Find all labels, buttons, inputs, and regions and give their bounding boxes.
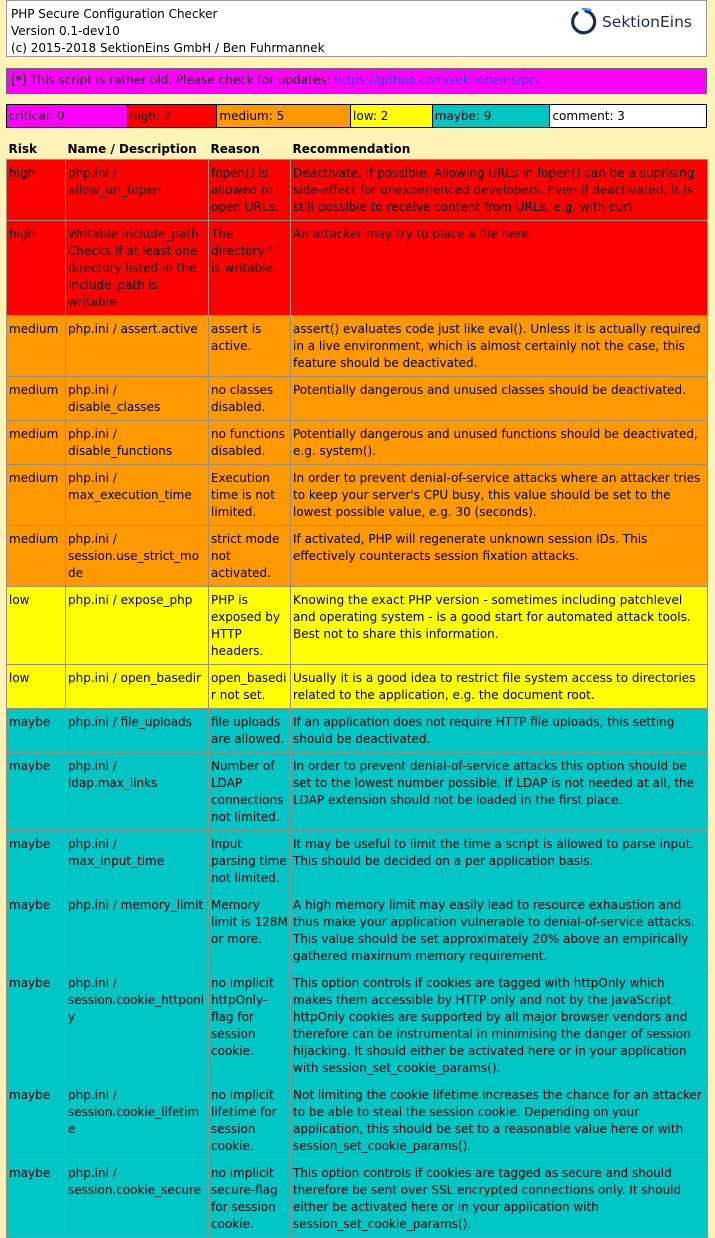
summary-count-2: medium: 5 <box>217 105 351 127</box>
cell-risk: maybe <box>7 1082 66 1160</box>
cell-reason: PHP is exposed by HTTP headers. <box>209 587 291 665</box>
cell-recommendation: If an application does not require HTTP file uploads, this setting should be deactivated. <box>291 709 708 753</box>
cell-name: php.ini / session.cookie_lifetime <box>66 1082 209 1160</box>
cell-name: Writable include_path Checks if at least one directory listed in the include_path is writable <box>66 221 209 316</box>
summary-count-3: low: 2 <box>351 105 433 127</box>
logo-icon <box>568 7 598 37</box>
cell-reason: open_basedir not set. <box>209 665 291 709</box>
summary-count-0: critical: 0 <box>7 105 128 127</box>
cell-risk: maybe <box>7 970 66 1082</box>
cell-reason: file uploads are allowed. <box>209 709 291 753</box>
cell-reason: no implicit httpOnly-flag for session cookie. <box>209 970 291 1082</box>
table-row <box>7 1160 708 1238</box>
cell-reason: Number of LDAP connections not limited. <box>209 753 291 831</box>
cell-risk: maybe <box>7 709 66 753</box>
cell-risk: medium <box>7 526 66 587</box>
sektioneins-logo[interactable] <box>568 7 692 37</box>
cell-reason: no implicit lifetime for session cookie. <box>209 1082 291 1160</box>
table-row <box>7 160 708 221</box>
cell-name: php.ini / disable_classes <box>66 377 209 421</box>
notice-text: [*] This script is rather old. Please check for updates: <box>11 73 335 87</box>
cell-name: php.ini / disable_functions <box>66 421 209 465</box>
table-row <box>7 421 708 465</box>
cell-recommendation: An attacker may try to place a file here. <box>291 221 708 316</box>
cell-reason: Input parsing time not limited. <box>209 831 291 892</box>
table-row <box>7 1082 708 1160</box>
cell-risk: maybe <box>7 892 66 970</box>
column-header-reason: Reason <box>210 142 260 156</box>
cell-name: php.ini / file_uploads <box>66 709 209 753</box>
cell-reason: no classes disabled. <box>209 377 291 421</box>
cell-recommendation: In order to prevent denial-of-service attacks this option should be set to the lowest number possible. If LDAP is not needed at all, the LDAP extension should not be loaded in the first place. <box>291 753 708 831</box>
summary-count-5: comment: 3 <box>550 105 706 127</box>
table-row <box>7 709 708 753</box>
cell-recommendation: This option controls if cookies are tagged with httpOnly which makes them accessible by HTTP only and not by the JavaScript. httpOnly cookies are supported by all major browser vendors and therefore can be instrumental in minimising the danger of session hijacking. It should either be activated here or in your application with session_set_cookie_params(). <box>291 970 708 1082</box>
logo-text: SektionEins <box>601 12 692 31</box>
cell-reason: fopen() is allowed to open URLs. <box>209 160 291 221</box>
page-header <box>6 0 707 57</box>
cell-risk: low <box>7 587 66 665</box>
cell-risk: medium <box>7 465 66 526</box>
cell-reason: Execution time is not limited. <box>209 465 291 526</box>
cell-name: php.ini / max_input_time <box>66 831 209 892</box>
cell-recommendation: Potentially dangerous and unused functions should be deactivated, e.g. system(). <box>291 421 708 465</box>
cell-reason: assert is active. <box>209 316 291 377</box>
column-header-name: Name / Description <box>67 142 197 156</box>
cell-name: php.ini / open_basedir <box>66 665 209 709</box>
table-header-row <box>7 140 708 160</box>
table-row <box>7 892 708 970</box>
cell-name: php.ini / expose_php <box>66 587 209 665</box>
cell-name: php.ini / session.cookie_secure <box>66 1160 209 1238</box>
table-row <box>7 377 708 421</box>
cell-risk: medium <box>7 421 66 465</box>
table-row <box>7 831 708 892</box>
table-row <box>7 526 708 587</box>
results-table <box>6 140 708 1238</box>
update-notice <box>6 68 707 94</box>
cell-recommendation: Usually it is a good idea to restrict file system access to directories related to the application, e.g. the document root. <box>291 665 708 709</box>
summary-count-1: high: 2 <box>128 105 218 127</box>
cell-name: php.ini / ldap.max_links <box>66 753 209 831</box>
cell-risk: medium <box>7 377 66 421</box>
cell-reason: Memory limit is 128M or more. <box>209 892 291 970</box>
cell-reason: no implicit secure-flag for session cookie. <box>209 1160 291 1238</box>
cell-risk: high <box>7 221 66 316</box>
update-link[interactable]: https://github.com/sektioneins/pcc <box>334 73 543 87</box>
cell-reason: strict mode not activated. <box>209 526 291 587</box>
risk-summary-bar <box>6 104 707 128</box>
cell-reason: no functions disabled. <box>209 421 291 465</box>
cell-risk: high <box>7 160 66 221</box>
cell-recommendation: A high memory limit may easily lead to resource exhaustion and thus make your application vulnerable to denial-of-service attacks. This value should be set approximately 20% above an empirically gathered maximum memory requirement. <box>291 892 708 970</box>
summary-count-4: maybe: 9 <box>433 105 551 127</box>
cell-risk: low <box>7 665 66 709</box>
cell-name: php.ini / max_execution_time <box>66 465 209 526</box>
cell-recommendation: It may be useful to limit the time a script is allowed to parse input. This should be decided on a per application basis. <box>291 831 708 892</box>
column-header-recommendation: Recommendation <box>292 142 411 156</box>
cell-risk: maybe <box>7 831 66 892</box>
table-row <box>7 316 708 377</box>
table-row <box>7 665 708 709</box>
cell-name: php.ini / assert.active <box>66 316 209 377</box>
cell-recommendation: If activated, PHP will regenerate unknown session IDs. This effectively counteracts session fixation attacks. <box>291 526 708 587</box>
cell-recommendation: assert() evaluates code just like eval(). Unless it is actually required in a live environment, which is almost certainly not the case, this feature should be deactivated. <box>291 316 708 377</box>
page-title: PHP Secure Configuration Checker <box>11 7 218 21</box>
cell-risk: maybe <box>7 753 66 831</box>
cell-recommendation: This option controls if cookies are tagged as secure and should therefore be sent over SSL encrypted connections only. It should either be activated here or in your application with session_set_cookie_params(). <box>291 1160 708 1238</box>
cell-risk: maybe <box>7 1160 66 1238</box>
cell-recommendation: In order to prevent denial-of-service attacks where an attacker tries to keep your server's CPU busy, this value should be set to the lowest possible value, e.g. 30 (seconds). <box>291 465 708 526</box>
cell-risk: medium <box>7 316 66 377</box>
cell-name: php.ini / allow_url_fopen <box>66 160 209 221</box>
cell-reason: The directory '.' is writable. <box>209 221 291 316</box>
cell-recommendation: Potentially dangerous and unused classes should be deactivated. <box>291 377 708 421</box>
cell-name: php.ini / session.cookie_httponly <box>66 970 209 1082</box>
table-row <box>7 221 708 316</box>
cell-recommendation: Deactivate, if possible. Allowing URLs in fopen() can be a suprising side-effect for unexperienced developers. Even if deactivated, it is still possible to receive content from URLs, e.g. with curl. <box>291 160 708 221</box>
version-text: Version 0.1-dev10 <box>11 24 120 38</box>
table-row <box>7 753 708 831</box>
cell-name: php.ini / memory_limit <box>66 892 209 970</box>
cell-recommendation: Not limiting the cookie lifetime increases the chance for an attacker to be able to steal the session cookie. Depending on your application, this should be set to a reasonable value here or with session_set_cookie_params(). <box>291 1082 708 1160</box>
table-row <box>7 587 708 665</box>
cell-recommendation: Knowing the exact PHP version - sometimes including patchlevel and operating system - is a good start for automated attack tools. Best not to share this information. <box>291 587 708 665</box>
copyright-text: (c) 2015-2018 SektionEins GmbH / Ben Fuhrmannek <box>11 41 325 55</box>
table-row <box>7 970 708 1082</box>
table-row <box>7 465 708 526</box>
cell-name: php.ini / session.use_strict_mode <box>66 526 209 587</box>
column-header-risk: Risk <box>8 142 37 156</box>
